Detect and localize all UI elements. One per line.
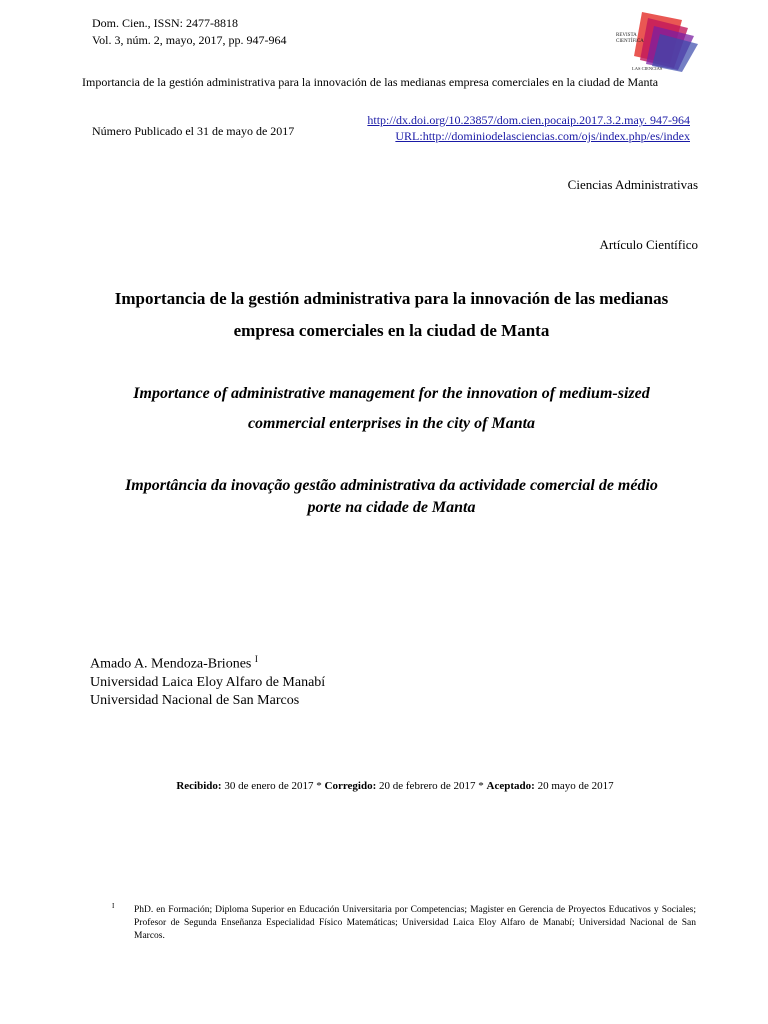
author-affiliation-2: Universidad Nacional de San Marcos [90,692,300,708]
title-portuguese [90,475,693,519]
doi-link[interactable]: http://dx.doi.org/10.23857/dom.cien.pocaip.2017.3.2.may. 947-964 [367,113,690,127]
article-type-label: Artículo Científico [599,237,698,252]
running-title: Importancia de la gestión administrativa para la innovación de las medianas empresa comerciales en la ciudad de Manta [82,75,659,89]
title-english [90,379,693,439]
accepted-date: 20 mayo de 2017 [537,780,614,792]
footnote-text: PhD. en Formación; Diploma Superior en Educación Universitaria por Competencias; Magister en Gerencia de Proyectos Educativos y Sociales; Profesor de Segunda Enseñanza Especialidad Físico Matemáticas; Universidad Laica Eloy Alfaro de Manabí; Universidad Nacional de San Marcos. [134,905,696,941]
author-name: Amado A. Mendoza-Briones [90,656,252,672]
svg-text:CIENTÍFICA: CIENTÍFICA [616,39,644,44]
svg-text:LAS CIENCIAS: LAS CIENCIAS [632,66,663,71]
author-affiliation-1: Universidad Laica Eloy Alfaro de Manabí [90,674,326,690]
dates-line [90,780,700,792]
journal-logo [612,8,702,76]
title-es-line1: Importancia de la gestión administrativa para la innovación de las medianas [114,289,669,308]
received-date: 30 de enero de 2017 [224,780,314,792]
corrected-date: 20 de febrero de 2017 [379,780,476,792]
author-footnote-mark: I [254,654,258,664]
title-pt-line2: porte na cidade de Manta [307,499,476,516]
title-spanish [90,283,693,347]
section-label: Ciencias Administrativas [567,177,698,192]
title-en-line2: commercial enterprises in the city of Manta [247,415,536,432]
footnote-mark: I [112,902,115,910]
svg-text:REVISTA: REVISTA [616,33,637,38]
received-label: Recibido: [176,780,222,792]
title-es-line2: empresa comerciales en la ciudad de Manta [233,321,550,340]
corrected-label: Corregido: [324,780,377,792]
dates-separator: * [316,780,322,792]
author-block [90,650,325,710]
journal-volume: Vol. 3, núm. 2, mayo, 2017, pp. 947-964 [92,33,287,47]
dates-separator: * [478,780,484,792]
journal-issn: Dom. Cien., ISSN: 2477-8818 [92,16,239,30]
accepted-label: Aceptado: [486,780,535,792]
title-pt-line1: Importância da inovação gestão administrativa da actividade comercial de médio [125,477,658,494]
author-name-line [90,650,325,674]
title-en-line1: Importance of administrative management for the innovation of medium-sized [133,385,650,402]
url-link[interactable]: URL:http://dominiodelasciencias.com/ojs/index.php/es/index [395,129,690,143]
publication-date: Número Publicado el 31 de mayo de 2017 [92,124,295,138]
